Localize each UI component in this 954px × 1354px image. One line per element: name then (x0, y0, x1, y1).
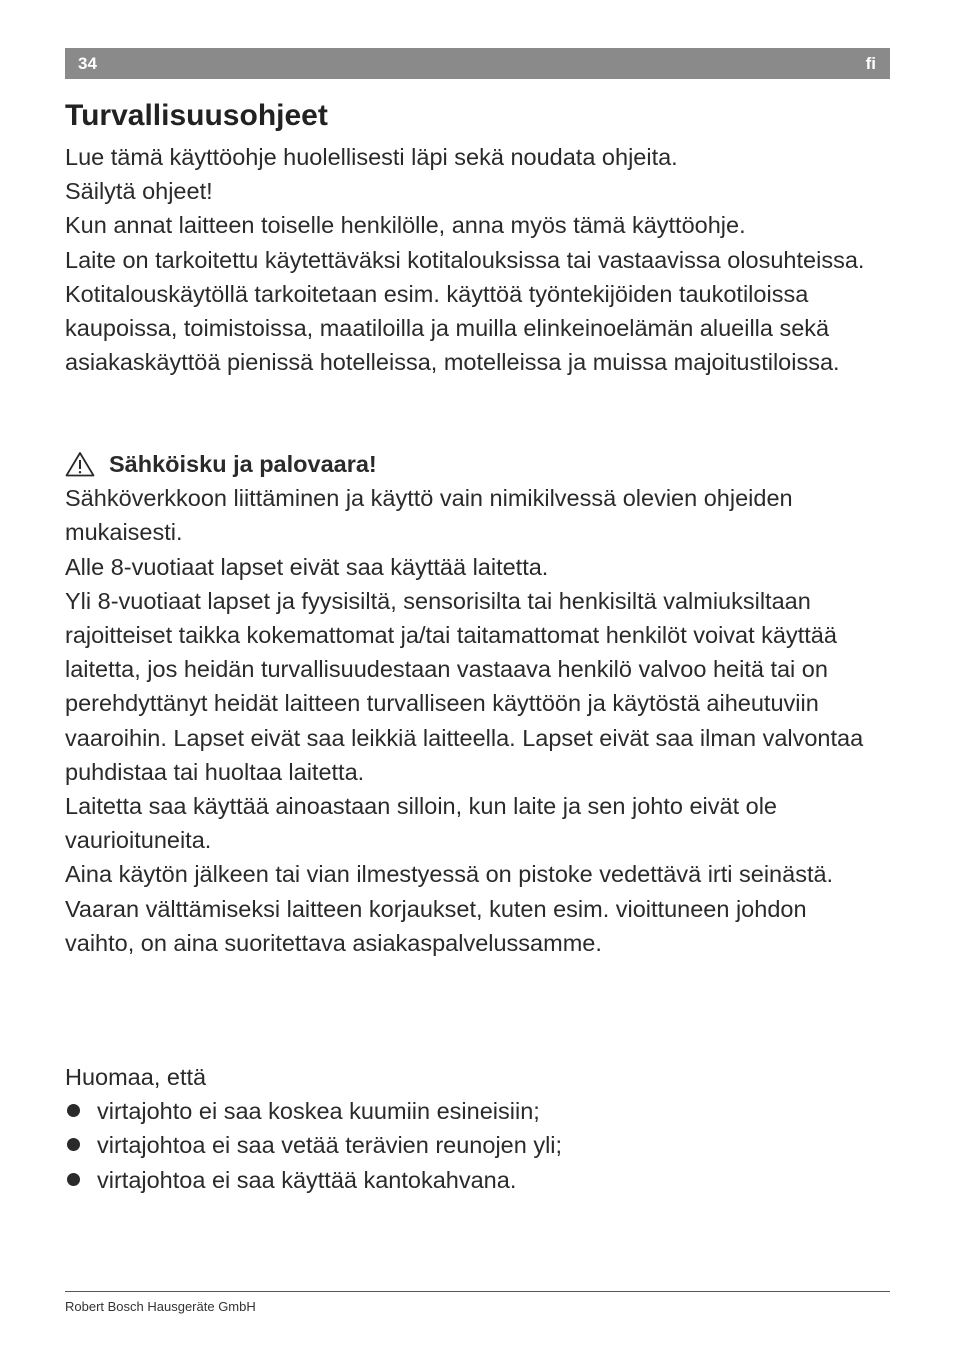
footer-company: Robert Bosch Hausgeräte GmbH (65, 1299, 256, 1314)
page-number: 34 (78, 54, 97, 73)
note-section (65, 1060, 890, 1197)
intro-paragraph-usage: Laite on tarkoitettu käytettäväksi kotitalouksissa tai vastaavissa olosuhteissa. Kotitalouskäytöllä tarkoitetaan esim. käyttöä työntekijöiden taukotiloissa kaupoissa, toimistoissa, maatiloilla ja muilla elinkeinoelämän alueilla sekä asiakaskäyttöä pienissä hotelleissa, motelleissa ja muissa majoitustiloissa. (65, 246, 865, 376)
note-list (65, 1094, 890, 1197)
bullet-icon (67, 1104, 80, 1117)
warning-paragraph-damage: Laitetta saa käyttää ainoastaan silloin, kun laite ja sen johto eivät ole vaurioituneita. (65, 793, 777, 854)
note-lead: Huomaa, että (65, 1064, 207, 1090)
intro-line-1: Lue tämä käyttöohje huolellisesti läpi sekä noudata ohjeita. (65, 144, 678, 170)
list-item (65, 1163, 890, 1197)
intro-line-3: Kun annat laitteen toiselle henkilölle, anna myös tämä käyttöohje. (65, 212, 746, 239)
warning-paragraph-over-8: Yli 8-vuotiaat lapset ja fyysisiltä, sensorisilta tai henkisiltä valmiuksiltaan rajoitteiset taikka kokemattomat ja/tai taitamattomat henkilöt voivat käyttää laitetta, jos heidän turvallisuudestaan vastaava henkilö valvoo heitä tai on perehdyttänyt heidät laitteen turvalliseen käyttöön ja käytöstä aiheutuviin vaaroihin. Lapset eivät saa leikkiä laitteella. Lapset eivät saa ilman valvontaa puhdistaa tai huoltaa laitetta. (65, 587, 864, 785)
page-header-bar (65, 48, 890, 79)
warning-paragraph-unplug: Aina käytön jälkeen tai vian ilmestyessä on pistoke vedettävä irti seinästä. (65, 861, 834, 888)
warning-heading (65, 447, 890, 481)
page-title: Turvallisuusohjeet (65, 99, 328, 132)
intro-line-2: Säilytä ohjeet! (65, 178, 213, 205)
list-item (65, 1128, 890, 1162)
warning-paragraph-under-8: Alle 8-vuotiaat lapset eivät saa käyttää laitetta. (65, 553, 549, 580)
bullet-icon (67, 1138, 80, 1151)
list-item-text: virtajohtoa ei saa käyttää kantokahvana. (97, 1166, 517, 1193)
bullet-icon (67, 1173, 80, 1186)
warning-heading-text: Sähköisku ja palovaara! (109, 451, 377, 477)
footer-divider (65, 1291, 890, 1292)
intro-section (65, 140, 890, 379)
language-code: fi (865, 54, 876, 73)
list-item-text: virtajohtoa ei saa vetää terävien reunojen yli; (97, 1132, 563, 1159)
warning-paragraph-repairs: Vaaran välttämiseksi laitteen korjaukset, kuten esim. vioittuneen johdon vaihto, on aina suoritettava asiakaspalvelussamme. (65, 895, 807, 956)
list-item-text: virtajohto ei saa koskea kuumiin esineisiin; (97, 1098, 540, 1125)
warning-paragraph-connection: Sähköverkkoon liittäminen ja käyttö vain nimikilvessä olevien ohjeiden mukaisesti. (65, 485, 793, 546)
warning-section (65, 447, 890, 960)
warning-triangle-icon (65, 451, 95, 477)
list-item (65, 1094, 890, 1128)
